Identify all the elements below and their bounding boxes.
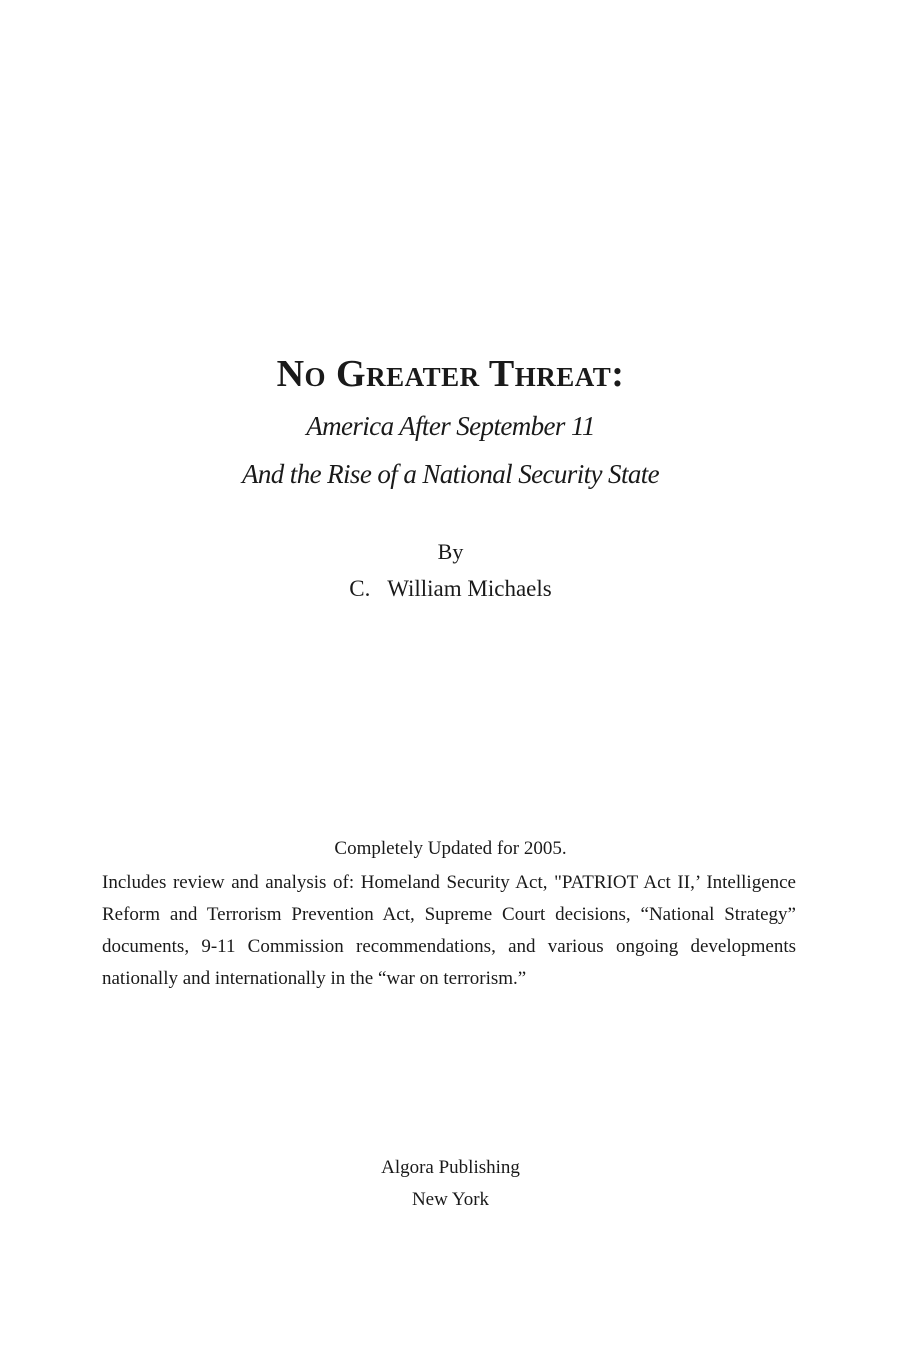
edition-description: Includes review and analysis of: Homeland Security Act, "PATRIOT Act II,’ Intelligence Reform and Terrorism Prevention Act, Supreme Court decisions, “National Strategy” documents, 9-11 Commission recommendations, and various ongoing developments nationally and internationally in the “war on terrorism.”	[102, 872, 796, 989]
book-subtitle-line-1: America After September 11	[306, 411, 595, 441]
by-label: By	[437, 539, 464, 564]
book-subtitle-line-2: And the Rise of a National Security State	[241, 459, 660, 489]
author-name: C. William Michaels	[349, 576, 552, 601]
update-note: Completely Updated for 2005.	[334, 838, 567, 859]
publisher-city: New York	[411, 1189, 490, 1210]
book-title: No Greater Threat:	[276, 353, 625, 395]
publisher-name: Algora Publishing	[381, 1157, 520, 1178]
